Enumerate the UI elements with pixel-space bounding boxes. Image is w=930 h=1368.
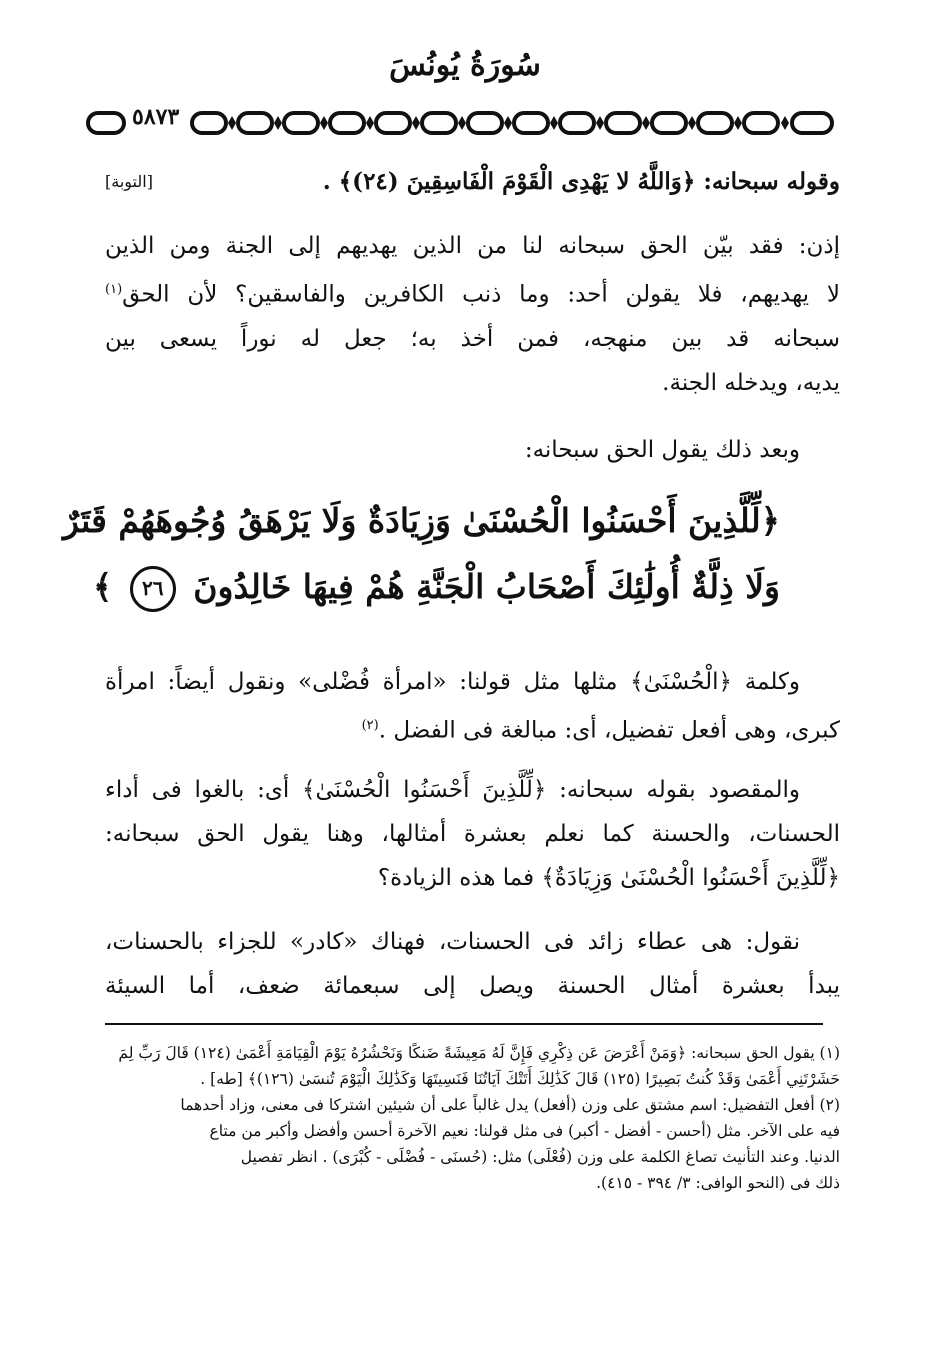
footnote-1 <box>105 1040 840 1092</box>
paragraph-line: إذن: فقد بيّن الحق سبحانه لنا من الذين يهديهم إلى الجنة ومن الذين <box>105 233 840 259</box>
ayah-number: ٢٦ <box>130 566 176 612</box>
footnote-separator <box>105 1023 823 1025</box>
explanation-2 <box>105 768 840 900</box>
page-number: ٥٨٧٣ <box>128 104 183 130</box>
explanation-1 <box>105 660 840 753</box>
ayah-line-2 <box>92 554 780 620</box>
paragraph-1 <box>105 224 840 405</box>
ornament-border-icon <box>80 106 840 140</box>
footnote-line: الدنيا. وعند التأنيث تصاغ الكلمة على وزن (فُعْلَى) مثل: (حُسنَى - فُضْلَى - كُبْرَى) . انظر تفصيل <box>240 1148 840 1166</box>
paragraph-line <box>105 704 840 753</box>
footnote-2 <box>105 1092 840 1196</box>
footnote-line: فيه على الآخر. مثل (أحسن - أفضل - أكبر) فى مثل قولنا: نعيم الآخرة أحسن وأفضل وأكبر من متاع <box>209 1122 840 1140</box>
ayah-closing-bracket: ﴾ <box>92 567 113 606</box>
footnote-line: حَشَرْتَنِي أَعْمَىٰ وَقَدْ كُنتُ بَصِيرًا (١٢٥) قَالَ كَذَٰلِكَ أَتَتْكَ آيَاتُنَا فَنَسِيتَهَا وَكَذَٰلِكَ الْيَوْمَ تُنسَىٰ (١٢٦)﴾ [طه] . <box>200 1070 840 1088</box>
paragraph-line: سبحانه قد بين منهجه، فمن أخذ به؛ جعل له نوراً يسعى بين <box>105 325 840 352</box>
paragraph-2 <box>105 428 840 472</box>
paragraph-line: ﴿لِّلَّذِينَ أَحْسَنُوا الْحُسْنَىٰ وَزِيَادَةٌ﴾ فما هذه الزيادة؟ <box>377 865 840 891</box>
surah-title: سُورَةُ يُونُسَ <box>389 48 541 83</box>
quran-ayah <box>62 488 780 620</box>
footnote-marker: (١) <box>105 282 123 297</box>
footnote-line: ذلك فى (النحو الوافى: ٣/ ٣٩٤ - ٤١٥). <box>596 1174 840 1192</box>
ayah-line-1: ﴿لِّلَّذِينَ أَحْسَنُوا الْحُسْنَىٰ وَزِيَادَةٌ وَلَا يَرْهَقُ وُجُوهَهُمْ قَتَرٌ <box>62 501 780 540</box>
footnote-marker: (٢) <box>361 718 379 733</box>
explanation-3 <box>105 920 840 1008</box>
opening-text: وقوله سبحانه: ﴿وَاللَّهُ لا يَهْدِى الْقَوْمَ الْفَاسِقِينَ (٢٤)﴾ . <box>322 168 840 195</box>
footnotes <box>105 1040 840 1196</box>
paragraph-line: نقول: هى عطاء زائد فى الحسنات، فهناك «كادر» للجزاء بالحسنات، <box>105 929 800 955</box>
paragraph-line: وكلمة ﴿الْحُسْنَىٰ﴾ مثلها مثل قولنا: «امرأة فُضْلى» ونقول أيضاً: امرأة <box>105 669 800 695</box>
opening-line <box>105 160 840 204</box>
footnote-line: (١) يقول الحق سبحانه: ﴿وَمَنْ أَعْرَضَ عَن ذِكْرِي فَإِنَّ لَهُ مَعِيشَةً ضَنكًا وَنَحْشُرُهُ يَوْمَ الْقِيَامَةِ أَعْمَىٰ (١٢٤) قَالَ رَبِّ لِمَ <box>118 1044 840 1062</box>
paragraph-line: وبعد ذلك يقول الحق سبحانه: <box>524 437 800 463</box>
paragraph-line: الحسنات، والحسنة كما نعلم بعشرة أمثالها، وهنا يقول الحق سبحانه: <box>105 821 840 847</box>
paragraph-line-text: كبرى، وهى أفعل تفضيل، أى: مبالغة فى الفضل . <box>378 717 840 744</box>
ayah-line-2-text: وَلَا ذِلَّةٌ أُولَٰئِكَ أَصْحَابُ الْجَنَّةِ هُمْ فِيهَا خَالِدُونَ <box>193 567 780 606</box>
paragraph-line-text: لا يهديهم، فلا يقولن أحد: وما ذنب الكافرين والفاسقين؟ لأن الحق <box>122 281 840 308</box>
paragraph-line: والمقصود بقوله سبحانه: ﴿لِّلَّذِينَ أَحْسَنُوا الْحُسْنَىٰ﴾ أى: بالغوا فى أداء <box>105 777 800 803</box>
paragraph-line <box>105 268 840 317</box>
paragraph-line: يديه، ويدخله الجنة. <box>662 369 840 396</box>
surah-reference: [التوبة] <box>105 172 153 191</box>
footnote-line: (٢) أفعل التفضيل: اسم مشتق على وزن (أفعل) يدل غالباً على أن شيئين اشتركا فى معنى، وزاد أحدهما <box>180 1096 840 1114</box>
paragraph-line: يبدأ بعشرة أمثال الحسنة ويصل إلى سبعمائة ضعف، أما السيئة <box>105 973 840 999</box>
